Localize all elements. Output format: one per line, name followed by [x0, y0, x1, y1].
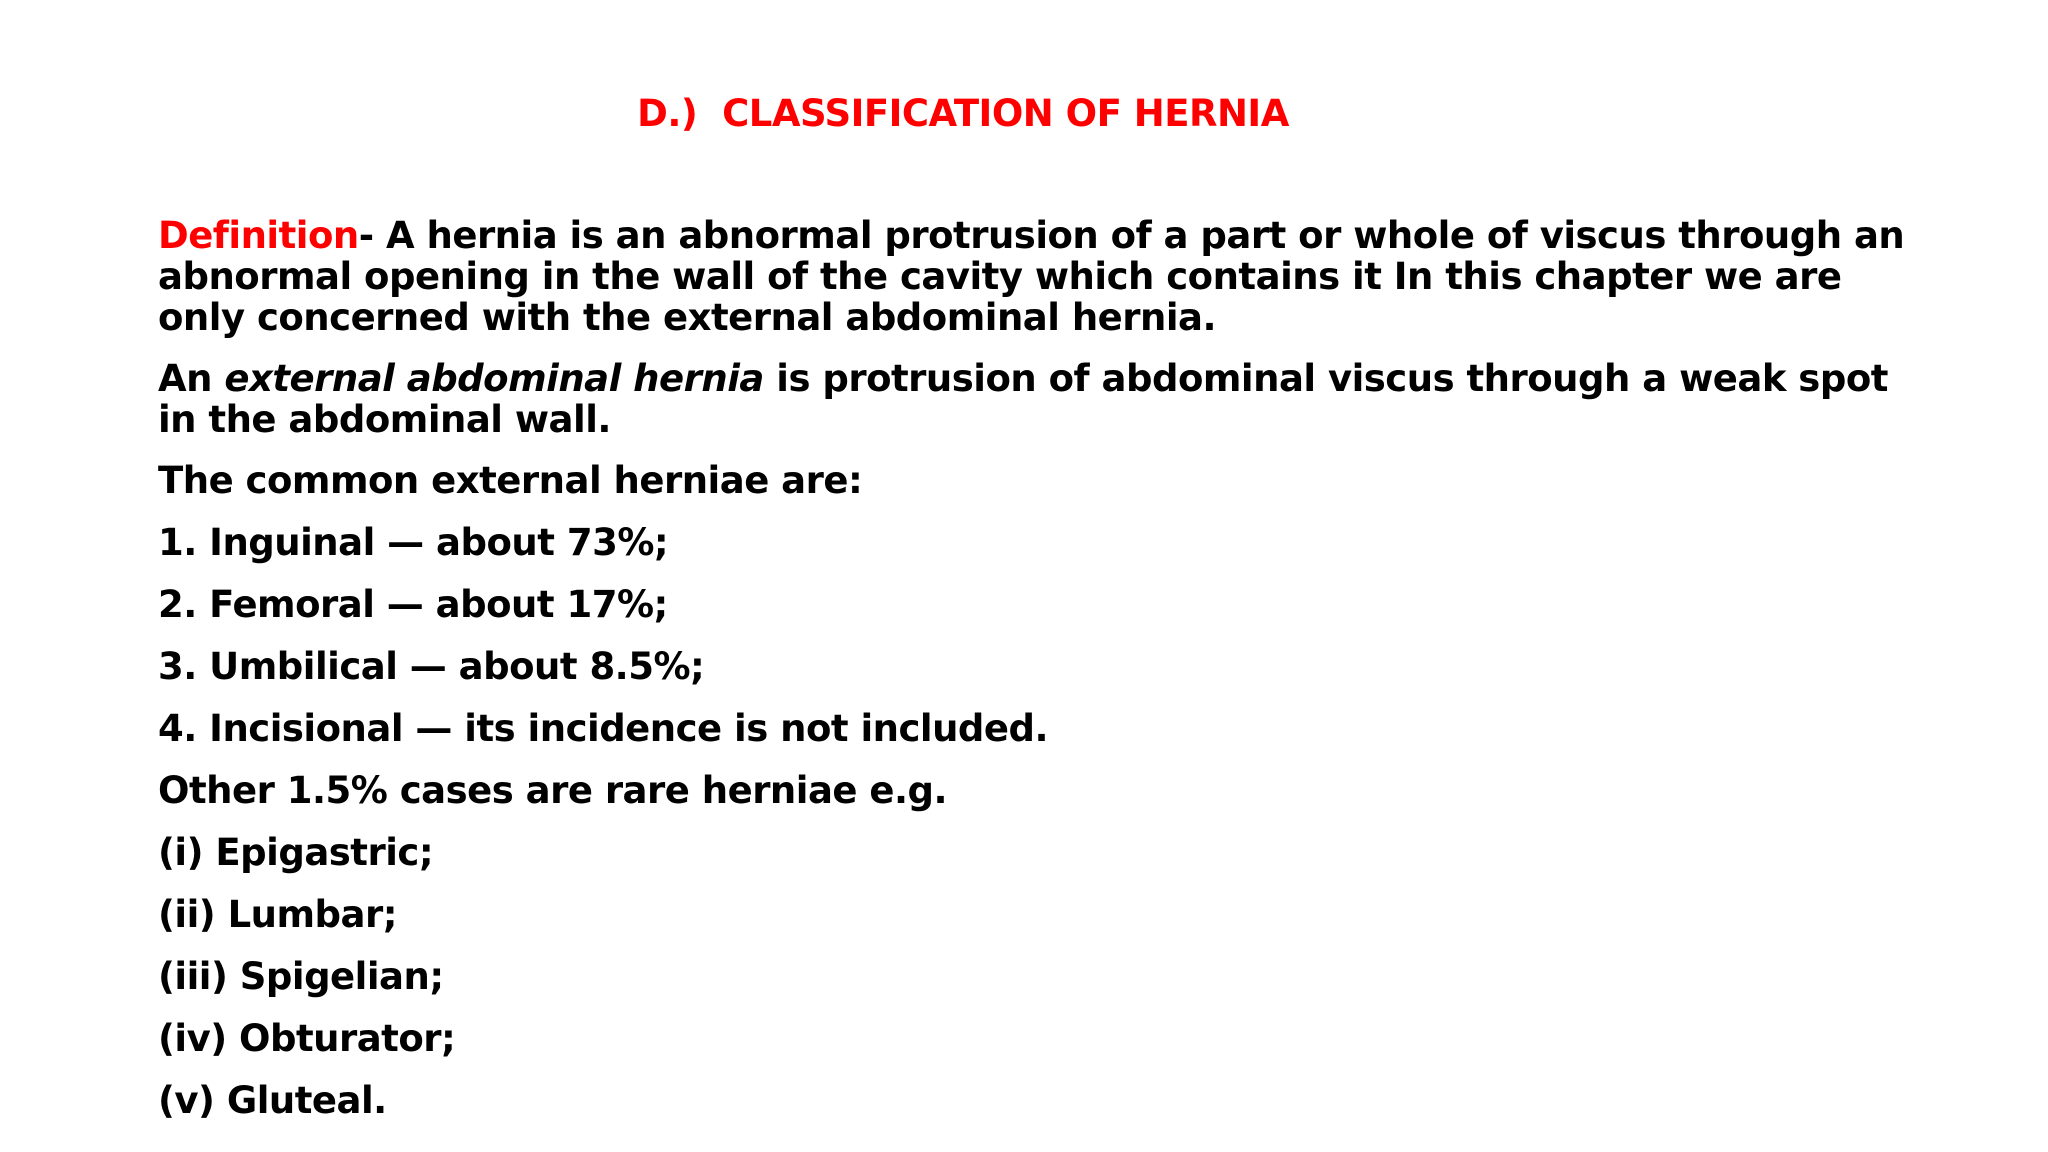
- list-item: 1. Inguinal — about 73%;: [158, 521, 669, 564]
- list-item: 2. Femoral — about 17%;: [158, 583, 668, 626]
- list-item: (i) Epigastric;: [158, 831, 434, 874]
- external-prefix: An: [158, 357, 225, 400]
- external-term: external abdominal hernia: [224, 357, 764, 400]
- definition-label: Definition: [158, 214, 359, 257]
- slide-body: [158, 215, 1918, 1121]
- list-item: 3. Umbilical — about 8.5%;: [158, 645, 705, 688]
- list-item: (iii) Spigelian;: [158, 955, 444, 998]
- external-hernia-paragraph: [158, 358, 1918, 440]
- list-item: 4. Incisional — its incidence is not included.: [158, 707, 1049, 750]
- definition-text: - A hernia is an abnormal protrusion of a part or whole of viscus through an abnormal opening in the wall of the cavity which contains it In this chapter we are only concerned with the external abdominal hernia.: [158, 214, 1905, 339]
- list-item: (v) Gluteal.: [158, 1079, 387, 1122]
- slide-title: D.) CLASSIFICATION OF HERNIA: [637, 92, 1289, 135]
- definition-paragraph: [158, 215, 1918, 338]
- common-herniae-intro: The common external herniae are:: [158, 459, 863, 502]
- rare-herniae-intro: Other 1.5% cases are rare herniae e.g.: [158, 769, 948, 812]
- list-item: (iv) Obturator;: [158, 1017, 456, 1060]
- external-text: is protrusion of abdominal viscus through a weak spot in the abdominal wall.: [158, 357, 1888, 441]
- list-item: (ii) Lumbar;: [158, 893, 398, 936]
